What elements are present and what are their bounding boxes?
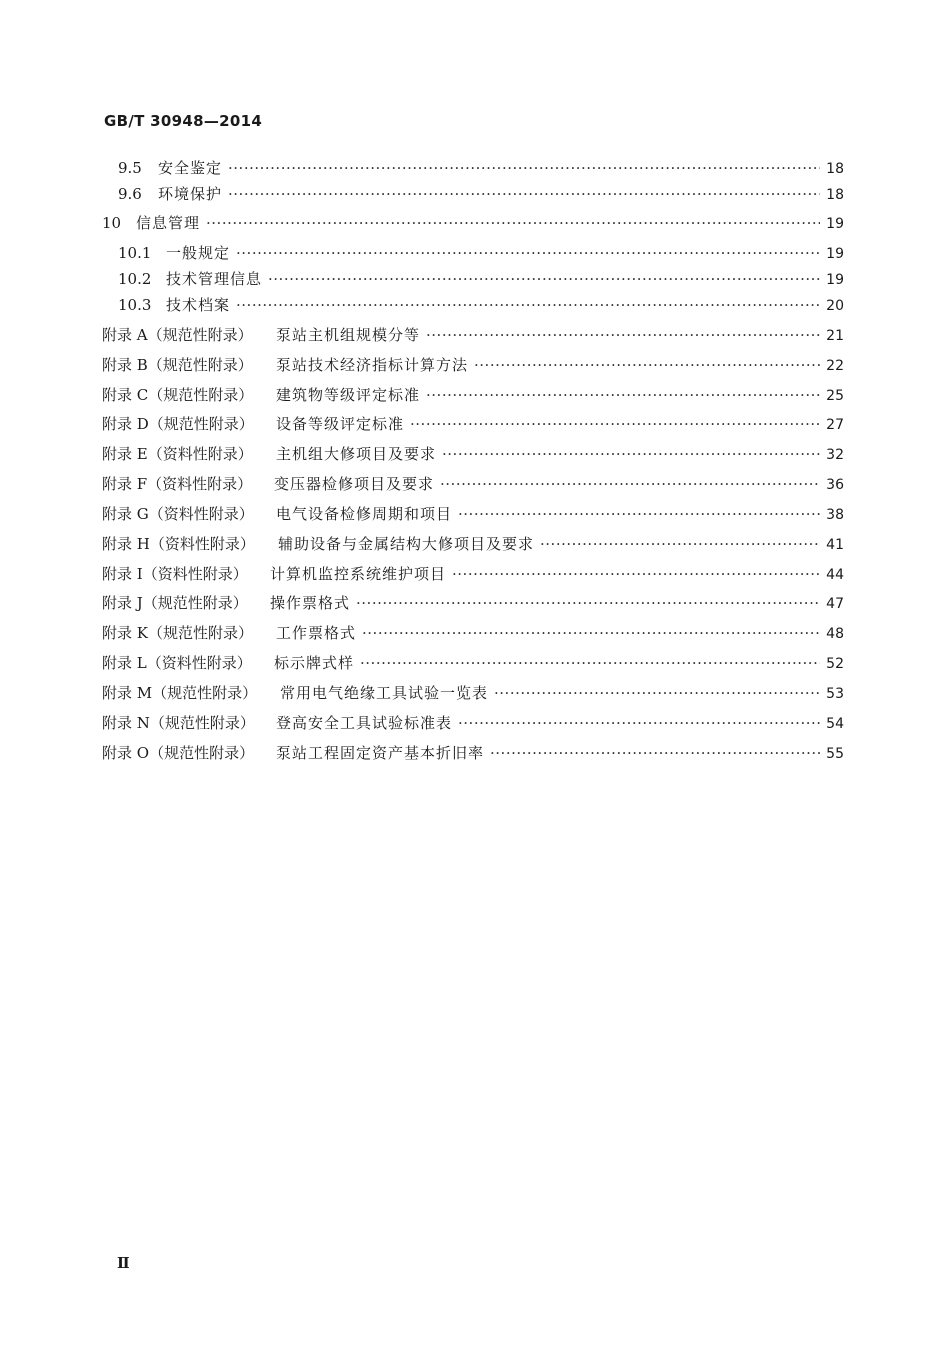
toc-number: 附录 J（规范性附录）: [102, 594, 248, 612]
toc-title: 建筑物等级评定标准: [276, 386, 421, 404]
toc-entry-appendix-f[interactable]: [102, 473, 844, 495]
toc-title: 常用电气绝缘工具试验一览表: [280, 684, 489, 702]
toc-title: 一般规定: [166, 244, 231, 262]
toc-entry-appendix-h[interactable]: [102, 533, 844, 555]
toc-title: 辅助设备与金属结构大修项目及要求: [278, 535, 535, 553]
toc-page: 18: [826, 161, 844, 177]
toc-leader: [442, 445, 820, 463]
toc-entry-appendix-n[interactable]: [102, 712, 844, 734]
toc-title: 信息管理: [136, 214, 201, 232]
toc-leader: [410, 415, 820, 433]
toc-entry-9-5[interactable]: [118, 157, 844, 179]
toc-number: 附录 G（资料性附录）: [102, 505, 254, 523]
toc-entry-appendix-k[interactable]: [102, 622, 844, 644]
toc-page: 53: [826, 686, 844, 702]
toc-title: 泵站工程固定资产基本折旧率: [276, 744, 485, 762]
toc-entry-appendix-l[interactable]: [102, 652, 844, 674]
toc-entry-appendix-d[interactable]: [102, 413, 844, 435]
toc-page: 20: [826, 298, 844, 314]
toc-entry-appendix-a[interactable]: [102, 324, 844, 346]
toc-leader: [362, 624, 820, 642]
toc-number: 10: [102, 214, 122, 232]
toc-page: 38: [826, 507, 844, 523]
toc-number: 附录 E（资料性附录）: [102, 445, 253, 463]
toc-page: 19: [826, 246, 844, 262]
toc-entry-9-6[interactable]: [118, 183, 844, 205]
toc-title: 设备等级评定标准: [276, 415, 405, 433]
page-number: Ⅱ: [117, 1254, 130, 1272]
toc-title: 技术档案: [166, 296, 231, 314]
toc-page: 19: [826, 272, 844, 288]
toc-number: 附录 L（资料性附录）: [102, 654, 252, 672]
toc-page: 44: [826, 567, 844, 583]
toc-number: 附录 C（规范性附录）: [102, 386, 254, 404]
toc-entry-appendix-c[interactable]: [102, 384, 844, 406]
toc-entry-appendix-m[interactable]: [102, 682, 844, 704]
toc-leader: [440, 475, 820, 493]
toc-page: 55: [826, 746, 844, 762]
toc-leader: [540, 535, 820, 553]
toc-title: 主机组大修项目及要求: [276, 445, 437, 463]
toc-title: 变压器检修项目及要求: [274, 475, 435, 493]
toc-page: 52: [826, 656, 844, 672]
toc-entry-appendix-e[interactable]: [102, 443, 844, 465]
toc-leader: [268, 270, 820, 288]
toc-leader: [452, 565, 820, 583]
toc-title: 泵站主机组规模分等: [276, 326, 421, 344]
toc-page: 21: [826, 328, 844, 344]
toc-page: 48: [826, 626, 844, 642]
toc-number: 附录 M（规范性附录）: [102, 684, 258, 702]
standard-code: GB/T 30948—2014: [104, 112, 263, 130]
toc-page: 19: [826, 216, 844, 232]
toc-page: 25: [826, 388, 844, 404]
toc-number: 9.5: [118, 159, 142, 177]
toc-title: 计算机监控系统维护项目: [270, 565, 447, 583]
toc-leader: [236, 244, 820, 262]
toc-number: 10.2: [118, 270, 152, 288]
toc-leader: [360, 654, 820, 672]
toc-number: 附录 B（规范性附录）: [102, 356, 253, 374]
toc-entry-10-2[interactable]: [118, 268, 844, 290]
toc-leader: [228, 185, 820, 203]
toc-number: 附录 H（资料性附录）: [102, 535, 255, 553]
toc-leader: [426, 326, 820, 344]
toc-number: 10.3: [118, 296, 152, 314]
toc-title: 安全鉴定: [158, 159, 223, 177]
toc-number: 附录 D（规范性附录）: [102, 415, 254, 433]
toc-leader: [236, 296, 820, 314]
toc-page: 47: [826, 596, 844, 612]
toc-title: 电气设备检修周期和项目: [276, 505, 453, 523]
toc-title: 操作票格式: [270, 594, 351, 612]
toc-leader: [494, 684, 820, 702]
toc-page: 18: [826, 187, 844, 203]
toc-number: 附录 I（资料性附录）: [102, 565, 248, 583]
toc-entry-appendix-j[interactable]: [102, 592, 844, 614]
toc-leader: [426, 386, 820, 404]
toc-leader: [458, 714, 820, 732]
toc-leader: [228, 159, 820, 177]
toc-leader: [490, 744, 820, 762]
toc-title: 环境保护: [158, 185, 223, 203]
toc-number: 附录 F（资料性附录）: [102, 475, 253, 493]
toc-number: 附录 K（规范性附录）: [102, 624, 253, 642]
toc-leader: [356, 594, 820, 612]
toc-page: 27: [826, 417, 844, 433]
toc-title: 登高安全工具试验标准表: [276, 714, 453, 732]
toc-number: 9.6: [118, 185, 142, 203]
toc-entry-appendix-i[interactable]: [102, 563, 844, 585]
toc-page: 41: [826, 537, 844, 553]
toc-title: 技术管理信息: [166, 270, 263, 288]
toc-number: 附录 N（规范性附录）: [102, 714, 255, 732]
toc-page: 36: [826, 477, 844, 493]
toc-entry-10[interactable]: [102, 212, 844, 234]
toc-leader: [206, 214, 820, 232]
toc-entry-appendix-b[interactable]: [102, 354, 844, 376]
toc-title: 标示牌式样: [274, 654, 355, 672]
toc-page: 54: [826, 716, 844, 732]
toc-leader: [458, 505, 820, 523]
toc-title: 工作票格式: [276, 624, 357, 642]
toc-number: 附录 A（规范性附录）: [102, 326, 253, 344]
toc-leader: [474, 356, 820, 374]
toc-entry-10-1[interactable]: [118, 242, 844, 264]
toc-page: 32: [826, 447, 844, 463]
toc-title: 泵站技术经济指标计算方法: [276, 356, 469, 374]
toc-entry-appendix-o[interactable]: [102, 742, 844, 764]
toc-entry-appendix-g[interactable]: [102, 503, 844, 525]
toc-number: 附录 O（规范性附录）: [102, 744, 255, 762]
toc-number: 10.1: [118, 244, 152, 262]
toc-page: 22: [826, 358, 844, 374]
toc-entry-10-3[interactable]: [118, 294, 844, 316]
